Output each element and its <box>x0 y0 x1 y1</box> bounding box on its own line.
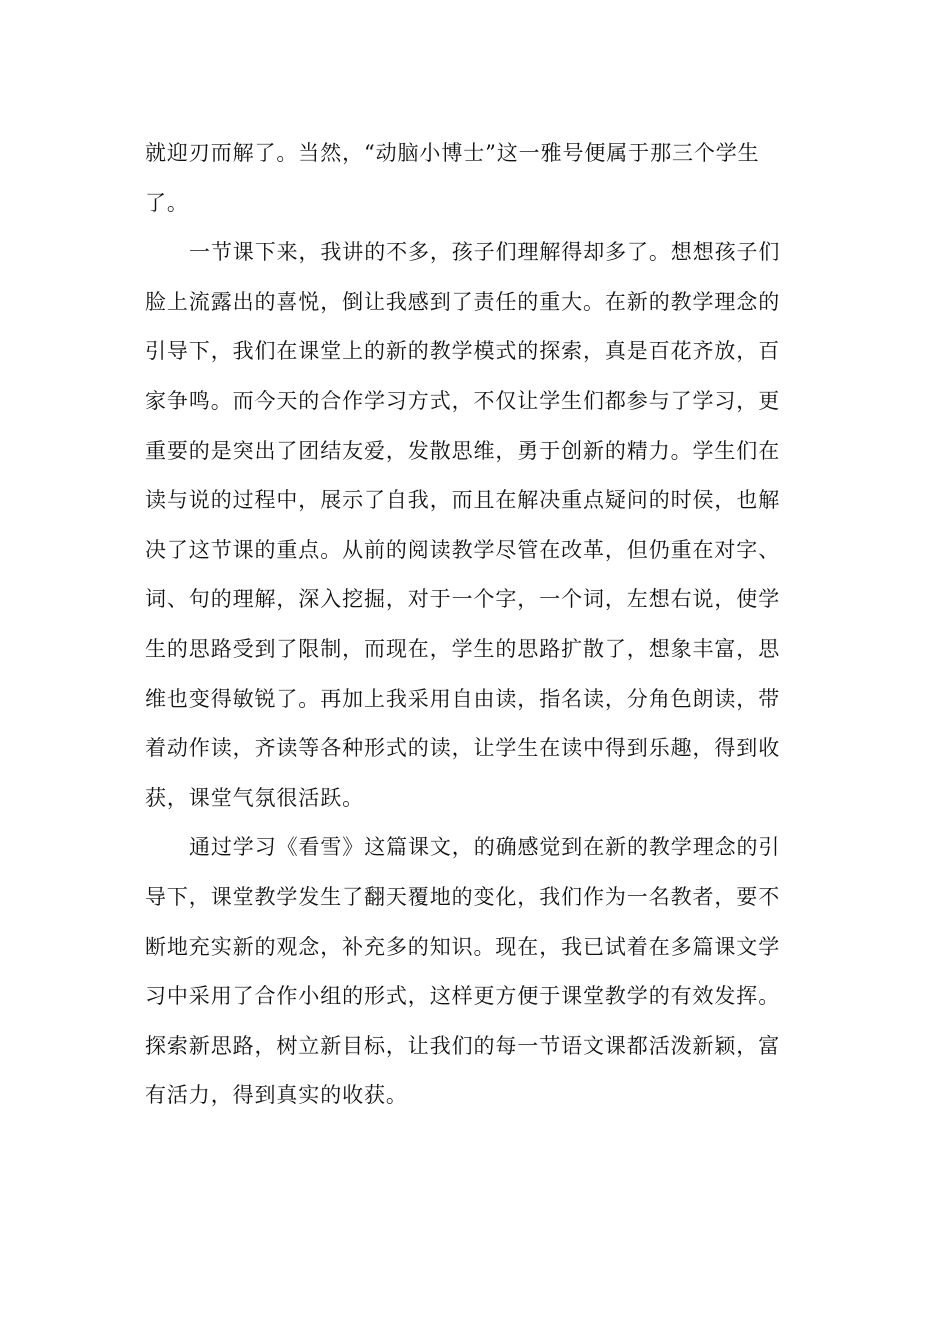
paragraph-3 <box>145 823 805 1121</box>
text-line: 生的思路受到了限制，而现在，学生的思路扩散了，想象丰富，思 <box>145 636 781 661</box>
text-line: 断地充实新的观念，补充多的知识。现在，我已试着在多篇课文学 <box>145 934 781 959</box>
text-line: 了。 <box>145 190 189 215</box>
text-line: 引导下，我们在课堂上的新的教学模式的探索，真是百花齐放，百 <box>145 339 781 364</box>
paragraph-2 <box>145 228 805 823</box>
text-line: 通过学习《看雪》这篇课文，的确感觉到在新的教学理念的引 <box>189 835 781 860</box>
text-line: 读与说的过程中，展示了自我，而且在解决重点疑问的时侯，也解 <box>145 488 781 513</box>
text-line: 习中采用了合作小组的形式，这样更方便于课堂教学的有效发挥。 <box>145 984 781 1009</box>
text-line: 获，课堂气氛很活跃。 <box>145 785 364 810</box>
text-line: 维也变得敏锐了。再加上我采用自由读，指名读，分角色朗读，带 <box>145 686 781 711</box>
text-line: 决了这节课的重点。从前的阅读教学尽管在改革，但仍重在对字、 <box>145 537 781 562</box>
text-line: 家争鸣。而今天的合作学习方式，不仅让学生们都参与了学习，更 <box>145 388 781 413</box>
text-line: 有活力，得到真实的收获。 <box>145 1083 408 1108</box>
text-line: 词、句的理解，深入挖掘，对于一个字，一个词，左想右说，使学 <box>145 587 781 612</box>
text-line: 脸上流露出的喜悦，倒让我感到了责任的重大。在新的教学理念的 <box>145 289 781 314</box>
text-line: 导下，课堂教学发生了翻天覆地的变化，我们作为一名教者，要不 <box>145 884 781 909</box>
text-line: 探索新思路，树立新目标，让我们的每一节语文课都活泼新颖，富 <box>145 1033 781 1058</box>
text-line: 着动作读，齐读等各种形式的读，让学生在读中得到乐趣，得到收 <box>145 736 781 761</box>
text-line: 重要的是突出了团结友爱，发散思维，勇于创新的精力。学生们在 <box>145 438 781 463</box>
document-body <box>145 129 805 1121</box>
text-line: 就迎刃而解了。当然，“动脑小博士”这一雅号便属于那三个学生 <box>145 141 760 165</box>
paragraph-1 <box>145 129 805 228</box>
text-line: 一节课下来，我讲的不多，孩子们理解得却多了。想想孩子们 <box>189 240 781 265</box>
